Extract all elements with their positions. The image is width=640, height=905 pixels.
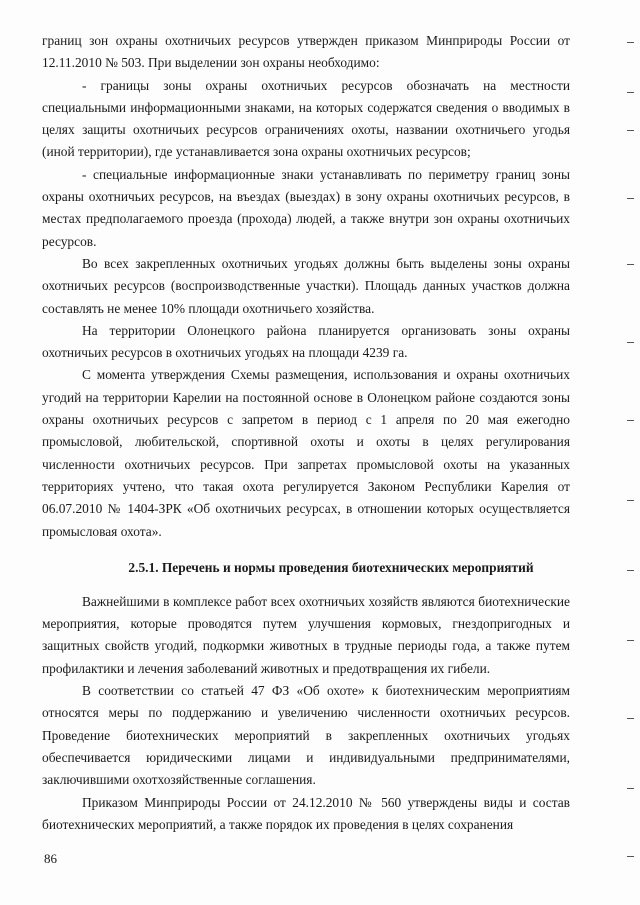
section-heading: 2.5.1. Перечень и нормы проведения биотехнических мероприятий xyxy=(128,559,534,575)
edge-mark xyxy=(627,640,634,641)
paragraph-protection-zones: Во всех закрепленных охотничьих угодьях должны быть выделены зоны охраны охотничьих ресурсов (воспроизводственные участки). Площадь данных участков должна составлять не менее 10% площади охотничьего хозяйства. xyxy=(42,255,570,316)
edge-mark xyxy=(627,130,634,131)
edge-mark xyxy=(627,198,634,199)
paragraph-continuation: границ зон охраны охотничьих ресурсов утвержден приказом Минприроды России от 12.11.2010 № 503. При выделении зон охраны необходимо: xyxy=(42,33,570,71)
page-number: 86 xyxy=(44,851,57,866)
paragraph-list-item-perimeter: - специальные информационные знаки устанавливать по периметру границ зоны охраны охотничьих ресурсов, на въездах (выездах) в зону охраны охотничьих ресурсов, в местах предполагаемого проезда (прохода) людей, а также внутри зон охраны охотничьих ресурсов. xyxy=(42,166,570,249)
paragraph-article-47: В соответствии со статьей 47 ФЗ «Об охоте» к биотехническим мероприятиям относятся меры по поддержанию и увеличению численности охотничьих ресурсов. Проведение биотехнических мероприятий в закрепленных охотничьих угодьях обеспечивается юридическими лицами и индивидуальными предпринимателями, заключившими охотхозяйственные соглашения. xyxy=(42,683,570,788)
edge-mark xyxy=(627,342,634,343)
edge-mark xyxy=(627,264,634,265)
edge-mark xyxy=(627,570,634,571)
edge-mark xyxy=(627,500,634,501)
paragraph-olonets-area: На территории Олонецкого района планируется организовать зоны охраны охотничьих ресурсов в охотничьих угодьях на площади 4239 га. xyxy=(42,322,570,361)
edge-mark xyxy=(627,856,634,857)
edge-mark xyxy=(627,92,634,93)
paragraph-biotechnical-intro: Важнейшими в комплексе работ всех охотничьих хозяйств являются биотехнические мероприятия, которые проводятся путем улучшения кормовых, гнездопригодных и защитных свойств угодий, подкормки животных в трудные периоды года, а также путем профилактики и лечения заболеваний животных и предотвращения их гибели. xyxy=(42,593,570,676)
edge-mark xyxy=(627,718,634,719)
scan-edge-marks xyxy=(624,30,634,880)
edge-mark xyxy=(627,420,634,421)
edge-mark xyxy=(627,42,634,43)
document-body xyxy=(42,30,570,836)
paragraph-list-item-signs: - границы зоны охраны охотничьих ресурсов обозначать на местности специальными информационными знаками, на которых содержатся сведения о вводимых в целях защиты охотничьих ресурсов ограничениях охоты, названии охотничьего угодья (иной территории), где устанавливается зона охраны охотничьих ресурсов; xyxy=(42,77,570,160)
paragraph-hunting-ban: С момента утверждения Схемы размещения, использования и охраны охотничьих угодий на территории Карелии на постоянной основе в Олонецком районе создаются зоны охраны охотничьих ресурсов с запретом в период с 1 апреля по 20 мая ежегодно промысловой, любительской, спортивной охоты и охоты в целях регулирования численности охотничьих ресурсов. При запретах промысловой охоты на указанных территориях учтено, что такая охота регулируется Законом Республики Карелия от 06.07.2010 № 1404-ЗРК «Об охотничьих ресурсах, в отношении которых осуществляется промысловая охота». xyxy=(42,367,570,539)
paragraph-order-560: Приказом Минприроды России от 24.12.2010 № 560 утверждены виды и состав биотехнических мероприятий, а также порядок их проведения в целях сохранения xyxy=(42,794,570,832)
edge-mark xyxy=(627,788,634,789)
